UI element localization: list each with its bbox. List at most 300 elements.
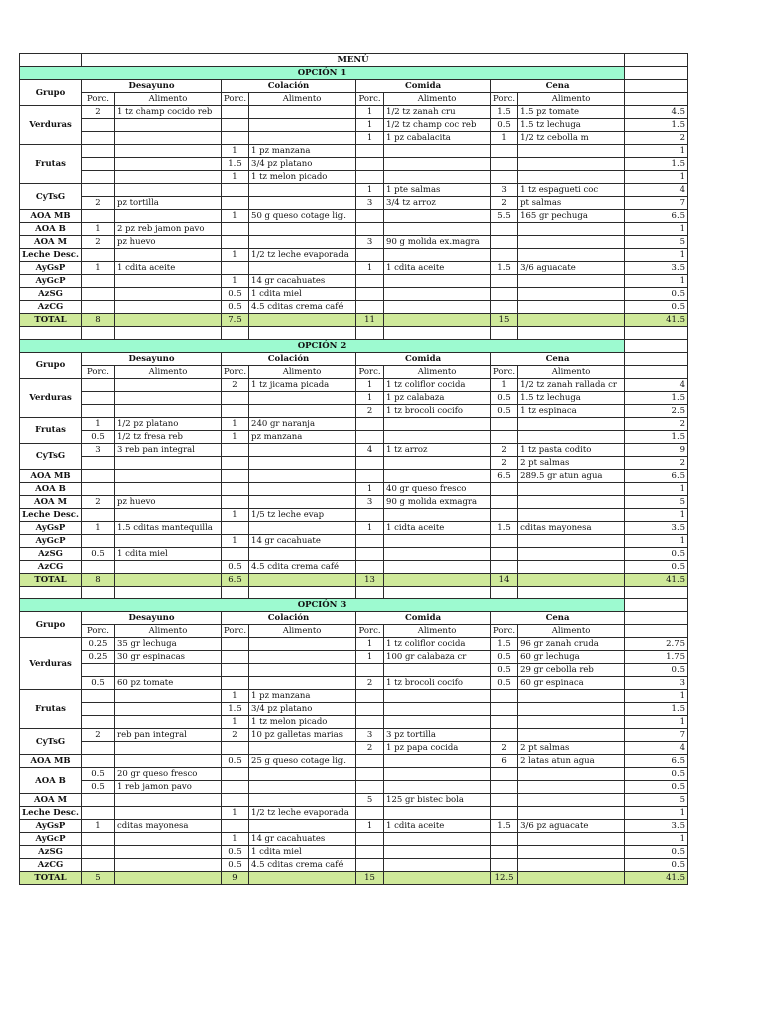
porc-cell [82,469,115,482]
porc-cell [82,391,115,404]
alimento-cell: 60 pz tomate [115,677,222,690]
porc-cell [82,456,115,469]
group-label: AOA B [20,482,82,495]
porc-cell [222,262,249,275]
row-total-cell: 0.5 [625,859,688,872]
alimento-cell [115,833,222,846]
alimento-header: Alimento [384,625,491,638]
group-label: AOA M [20,794,82,807]
porc-cell: 2 [356,404,384,417]
porc-cell: 6.5 [491,469,518,482]
alimento-cell: 1 tz champ cocido reb [115,106,222,119]
porc-cell [356,859,384,872]
alimento-cell [518,534,625,547]
table-row [20,508,688,521]
alimento-cell: 1 reb jamon pavo [115,781,222,794]
row-total-cell: 1 [625,145,688,158]
porc-cell [491,482,518,495]
porc-cell: 0.5 [82,430,115,443]
page-title: MENÚ [82,54,625,67]
porc-cell [356,833,384,846]
alimento-cell: 1 cdita aceite [384,820,491,833]
alimento-cell: 1 tz espagueti coc [518,184,625,197]
row-total-cell: 6.5 [625,469,688,482]
table-row [20,768,688,781]
row-total-cell: 2 [625,132,688,145]
row-total-cell: 0.5 [625,768,688,781]
alimento-cell: 1 tz coliflor cocida [384,378,491,391]
row-total-cell: 0.5 [625,846,688,859]
porc-cell [222,223,249,236]
group-label: AzCG [20,560,82,573]
spacer-cell [20,54,82,67]
alimento-cell [115,716,222,729]
alimento-cell [518,236,625,249]
alimento-cell [384,223,491,236]
table-row [20,119,688,132]
total-porc: 5 [82,872,115,885]
subheader-row [20,625,688,638]
porc-cell: 2 [82,236,115,249]
porc-cell [491,716,518,729]
meal-header-cena: Cena [491,612,625,625]
alimento-cell: 1 cdita miel [249,288,356,301]
alimento-cell: 1 cdita aceite [384,262,491,275]
alimento-cell [518,158,625,171]
alimento-cell [115,404,222,417]
row-total-cell: 1 [625,249,688,262]
total-porc: 6.5 [222,573,249,586]
porc-cell: 2 [82,729,115,742]
porc-cell: 0.5 [491,119,518,132]
porc-cell [82,378,115,391]
alimento-cell [518,417,625,430]
alimento-header: Alimento [115,625,222,638]
alimento-cell: 125 gr bistec bola [384,794,491,807]
porc-cell [491,301,518,314]
table-row [20,534,688,547]
table-row [20,560,688,573]
row-total-cell: 1 [625,275,688,288]
alimento-cell [518,768,625,781]
group-label: AzSG [20,846,82,859]
porc-cell: 2 [491,742,518,755]
porc-cell: 1 [222,171,249,184]
alimento-cell: 1 pz manzana [249,145,356,158]
subheader-row [20,365,688,378]
total-porc: 13 [356,573,384,586]
table-row [20,794,688,807]
row-total-cell: 4 [625,184,688,197]
alimento-cell [249,820,356,833]
row-total-cell: 6.5 [625,210,688,223]
porc-cell [82,833,115,846]
porc-cell: 3 [82,443,115,456]
porc-cell: 3 [356,236,384,249]
group-label: Verduras [20,106,82,145]
alimento-cell: pt salmas [518,197,625,210]
alimento-cell: 30 gr espinacas [115,651,222,664]
spacer-cell [625,586,688,599]
alimento-header: Alimento [115,93,222,106]
alimento-cell [384,807,491,820]
row-total-cell: 0.5 [625,547,688,560]
porc-cell [491,275,518,288]
row-total-cell: 7 [625,729,688,742]
group-label: AOA M [20,495,82,508]
alimento-cell [384,859,491,872]
table-row [20,210,688,223]
porc-cell [82,288,115,301]
group-label: AyGsP [20,262,82,275]
alimento-cell: 50 g queso cotage lig. [249,210,356,223]
alimento-header: Alimento [518,365,625,378]
porc-cell [491,807,518,820]
alimento-cell [384,846,491,859]
grand-total: 41.5 [625,872,688,885]
porc-cell [491,560,518,573]
spacer-cell [20,586,82,599]
porc-cell: 1 [82,262,115,275]
porc-cell [222,132,249,145]
alimento-cell [384,534,491,547]
porc-cell [491,846,518,859]
group-label: AyGsP [20,820,82,833]
porc-cell: 0.5 [82,677,115,690]
group-label: CyTsG [20,184,82,210]
grand-total: 41.5 [625,314,688,327]
alimento-cell [115,755,222,768]
spacer-cell [115,327,222,340]
total-blank [249,573,356,586]
porc-cell: 4 [356,443,384,456]
porc-cell: 6 [491,755,518,768]
spacer-cell [356,327,384,340]
table-row [20,288,688,301]
row-total-cell: 7 [625,197,688,210]
porc-cell [491,703,518,716]
porc-cell [222,677,249,690]
porc-cell [356,716,384,729]
spacer-cell [625,352,688,365]
alimento-cell: 90 g molida ex.magra [384,236,491,249]
porc-cell: 1 [356,638,384,651]
alimento-cell [115,249,222,262]
porc-cell: 1 [82,417,115,430]
porc-cell: 3 [356,495,384,508]
alimento-cell [115,664,222,677]
total-porc: 12.5 [491,872,518,885]
row-total-cell: 1 [625,171,688,184]
meal-header-colación: Colación [222,80,356,93]
alimento-cell [115,378,222,391]
alimento-cell [384,716,491,729]
porc-cell: 1 [356,106,384,119]
table-row [20,262,688,275]
meal-header-colación: Colación [222,612,356,625]
row-total-cell: 0.5 [625,781,688,794]
row-total-cell: 9 [625,443,688,456]
total-blank [384,314,491,327]
porc-cell [82,210,115,223]
alimento-cell [384,171,491,184]
porc-cell [222,820,249,833]
porc-cell: 0.5 [222,288,249,301]
alimento-cell [249,223,356,236]
meal-header-comida: Comida [356,352,491,365]
alimento-cell: 1.5 tz lechuga [518,119,625,132]
alimento-cell: 4.5 cdita crema café [249,560,356,573]
alimento-cell [384,781,491,794]
alimento-cell [384,430,491,443]
porc-cell [491,690,518,703]
total-porc: 9 [222,872,249,885]
total-blank [518,573,625,586]
table-row [20,495,688,508]
alimento-cell [249,781,356,794]
porc-cell: 0.5 [491,664,518,677]
row-total-cell: 4 [625,742,688,755]
alimento-cell: 1/2 tz zanah rallada cr [518,378,625,391]
alimento-cell [249,184,356,197]
porc-cell: 2 [356,677,384,690]
spacer-cell [625,54,688,67]
total-porc: 11 [356,314,384,327]
group-header: Grupo [20,352,82,378]
option-header-row [20,599,688,612]
alimento-cell [115,846,222,859]
alimento-cell: 60 gr lechuga [518,651,625,664]
porc-cell: 0.25 [82,651,115,664]
alimento-cell [115,807,222,820]
alimento-cell: 25 g queso cotage lig. [249,755,356,768]
alimento-cell [518,846,625,859]
porc-cell [222,197,249,210]
porc-cell: 2 [491,197,518,210]
porc-cell [356,210,384,223]
porc-cell [82,859,115,872]
porc-cell: 1 [222,534,249,547]
alimento-cell: 3/6 pz aguacate [518,820,625,833]
table-row [20,742,688,755]
porc-cell [356,703,384,716]
group-label: AOA MB [20,210,82,223]
row-total-cell: 2.75 [625,638,688,651]
porc-cell [356,223,384,236]
table-row [20,197,688,210]
group-label: Leche Desc. [20,249,82,262]
total-row [20,573,688,586]
alimento-cell: 1/2 tz leche evaporada [249,249,356,262]
porc-cell [82,275,115,288]
row-total-cell: 1.5 [625,391,688,404]
alimento-cell [384,469,491,482]
alimento-cell [249,638,356,651]
alimento-cell: 1 pz manzana [249,690,356,703]
porc-cell: 1 [222,417,249,430]
alimento-cell [249,547,356,560]
alimento-cell: 2 pt salmas [518,742,625,755]
porc-cell [222,469,249,482]
porc-cell [491,547,518,560]
porc-header: Porc. [356,365,384,378]
alimento-cell: 1 cdita miel [115,547,222,560]
porc-header: Porc. [491,625,518,638]
alimento-cell [384,690,491,703]
porc-cell: 1 [222,275,249,288]
row-total-cell: 5 [625,794,688,807]
porc-cell [356,456,384,469]
spacer-cell [518,327,625,340]
row-total-cell: 1 [625,690,688,703]
alimento-cell [518,301,625,314]
group-label: AzSG [20,547,82,560]
alimento-cell [249,404,356,417]
porc-cell: 1 [356,482,384,495]
alimento-cell: 60 gr espinaca [518,677,625,690]
alimento-cell: pz huevo [115,495,222,508]
alimento-cell: 4.5 cditas crema café [249,301,356,314]
group-label: Leche Desc. [20,807,82,820]
meal-header-row [20,612,688,625]
alimento-cell [518,690,625,703]
total-porc: 8 [82,314,115,327]
porc-cell: 0.25 [82,638,115,651]
porc-cell [356,145,384,158]
porc-cell: 1 [222,716,249,729]
porc-cell [82,482,115,495]
option-title: OPCIÓN 2 [20,339,625,352]
porc-cell [356,690,384,703]
porc-cell: 3 [356,197,384,210]
table-row [20,171,688,184]
option-header-row [20,339,688,352]
alimento-cell [249,197,356,210]
table-row [20,781,688,794]
porc-cell [82,690,115,703]
porc-cell [222,742,249,755]
alimento-cell: 1 tz melon picado [249,171,356,184]
porc-cell [491,145,518,158]
porc-cell [222,495,249,508]
spacer-cell [491,327,518,340]
porc-cell [491,158,518,171]
porc-cell: 1.5 [491,106,518,119]
alimento-cell [115,158,222,171]
alimento-cell [115,794,222,807]
porc-header: Porc. [222,365,249,378]
spacer-row [20,327,688,340]
alimento-cell [384,703,491,716]
alimento-cell [115,859,222,872]
porc-cell: 0.5 [222,755,249,768]
porc-cell [222,638,249,651]
porc-cell [82,755,115,768]
porc-cell: 2 [82,495,115,508]
porc-cell [356,755,384,768]
porc-cell: 2 [82,197,115,210]
porc-cell [82,301,115,314]
alimento-cell: 1 tz coliflor cocida [384,638,491,651]
alimento-cell [249,391,356,404]
porc-cell: 1 [356,521,384,534]
porc-cell: 1 [82,223,115,236]
alimento-cell: pz tortilla [115,197,222,210]
alimento-header: Alimento [249,365,356,378]
alimento-cell [518,430,625,443]
porc-cell [82,703,115,716]
porc-cell: 2 [356,742,384,755]
porc-cell: 1.5 [491,638,518,651]
group-label: CyTsG [20,729,82,755]
porc-cell [356,534,384,547]
spacer-cell [625,339,688,352]
alimento-cell [384,508,491,521]
title-row [20,54,688,67]
total-porc: 15 [491,314,518,327]
alimento-cell [115,301,222,314]
group-header: Grupo [20,80,82,106]
porc-cell [356,508,384,521]
porc-cell: 1 [356,391,384,404]
table-row [20,106,688,119]
group-label: Verduras [20,378,82,417]
alimento-cell [518,288,625,301]
porc-cell [491,430,518,443]
spacer-cell [384,327,491,340]
alimento-cell: 1 cdita miel [249,846,356,859]
porc-cell [222,794,249,807]
alimento-cell [518,495,625,508]
meal-header-cena: Cena [491,352,625,365]
row-total-cell: 3 [625,677,688,690]
porc-cell: 1 [356,820,384,833]
porc-cell [82,249,115,262]
porc-cell: 0.5 [491,677,518,690]
meal-header-colación: Colación [222,352,356,365]
alimento-cell [384,755,491,768]
porc-cell [222,651,249,664]
alimento-cell [115,482,222,495]
group-label: AOA B [20,768,82,794]
alimento-cell: 1 tz arroz [384,443,491,456]
row-total-cell: 0.5 [625,288,688,301]
table-row [20,716,688,729]
porc-cell [222,482,249,495]
porc-cell: 1.5 [491,262,518,275]
alimento-cell: 1 tz pasta codito [518,443,625,456]
porc-cell [491,781,518,794]
alimento-cell [115,210,222,223]
porc-cell [222,236,249,249]
porc-cell [491,223,518,236]
total-blank [115,573,222,586]
spacer-cell [625,93,688,106]
spacer-cell [625,67,688,80]
alimento-cell: pz manzana [249,430,356,443]
alimento-cell [249,794,356,807]
alimento-cell [518,547,625,560]
alimento-cell [518,729,625,742]
total-row [20,872,688,885]
alimento-cell: 1 pz cabalacita [384,132,491,145]
alimento-cell [115,391,222,404]
spacer-cell [625,612,688,625]
porc-cell [82,664,115,677]
row-total-cell: 1 [625,807,688,820]
alimento-header: Alimento [249,93,356,106]
alimento-cell [249,742,356,755]
